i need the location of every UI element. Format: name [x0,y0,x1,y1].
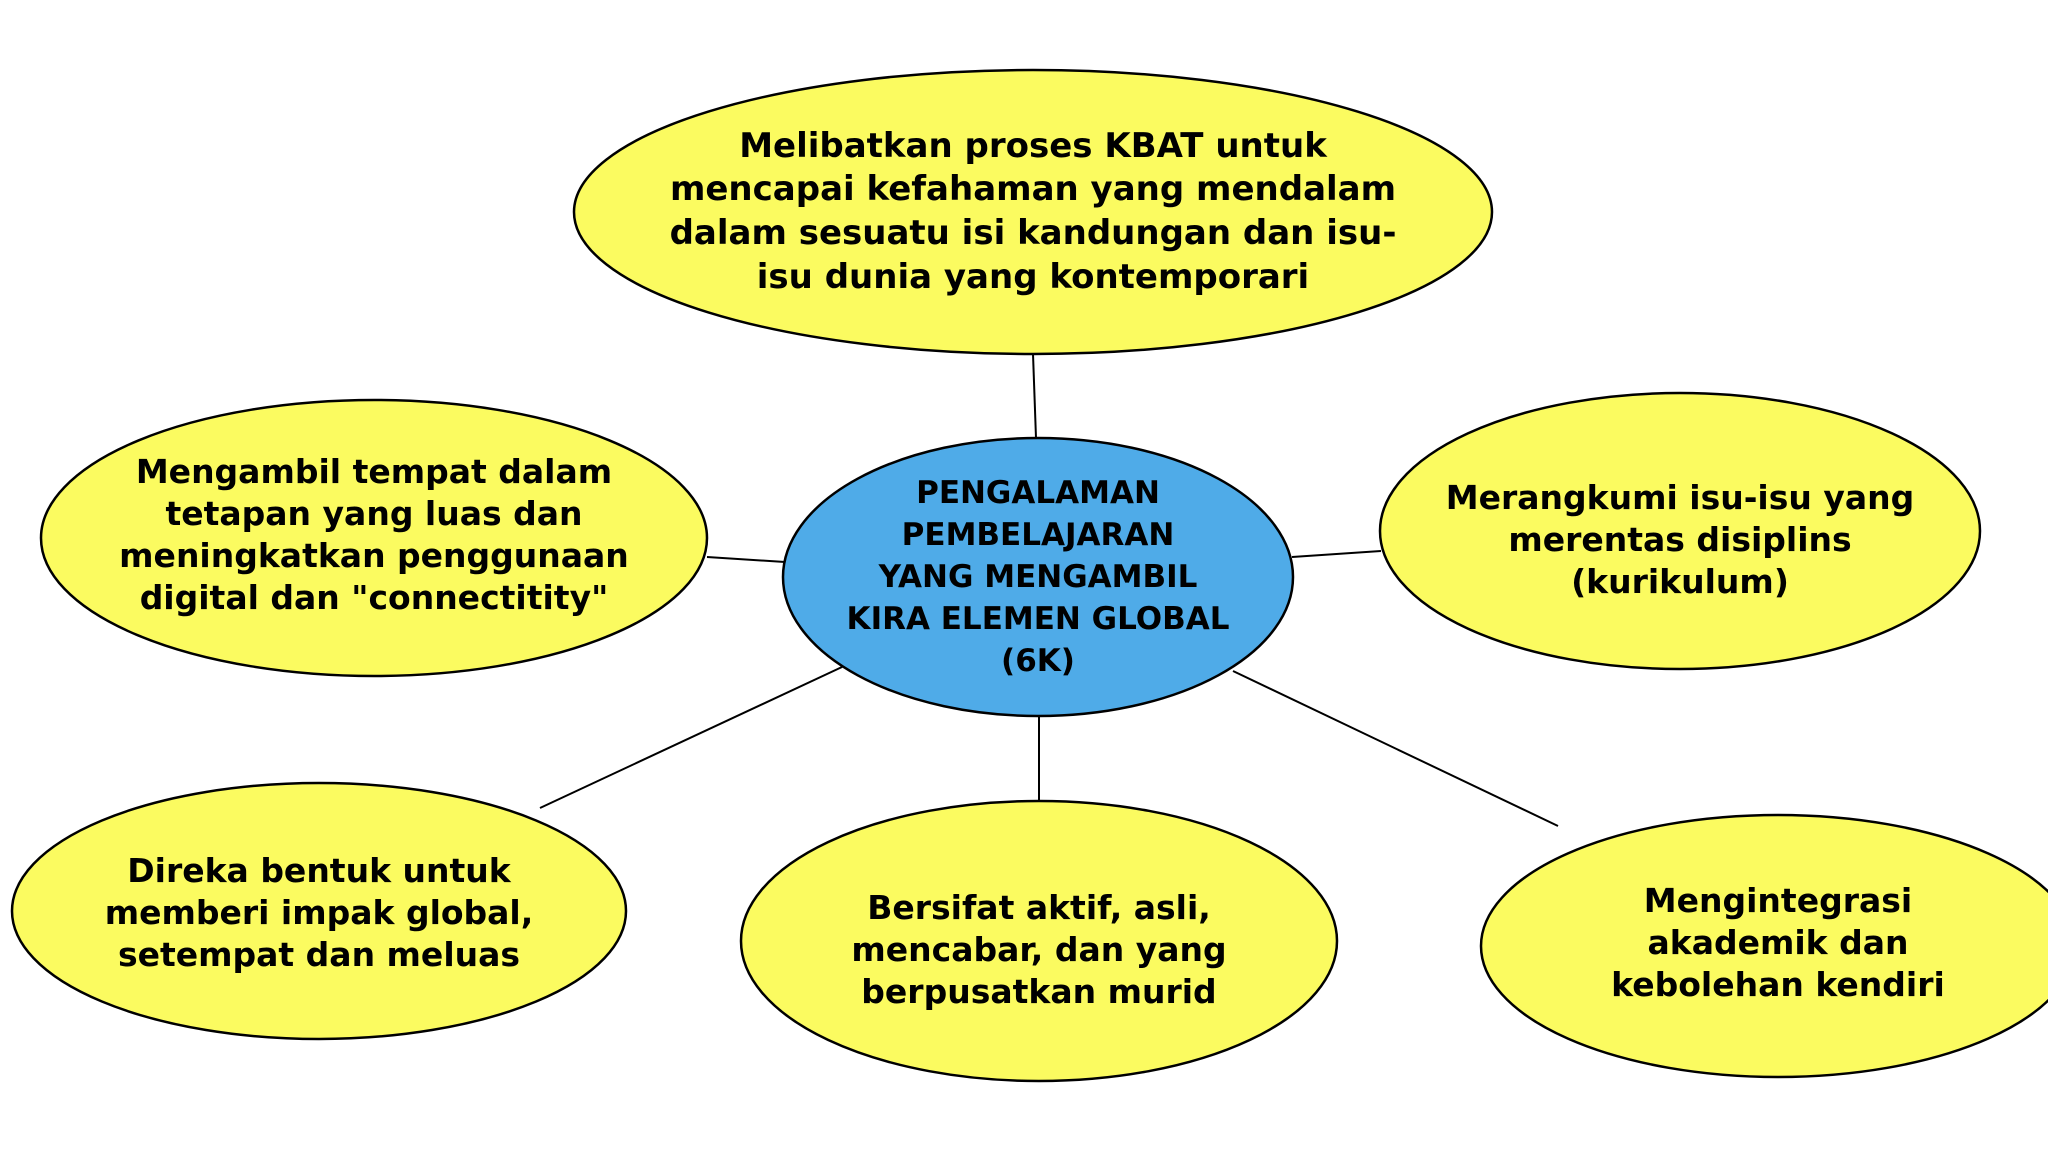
right-node-text: Merangkumi isu-isu yang merentas disiplins (kurikulum) [1445,477,1915,602]
top-node-text: Melibatkan proses KBAT untuk mencapai kefahaman yang mendalam dalam sesuatu isi kandungan dan isu- isu dunia yang kontemporari [669,125,1397,297]
connector-bottom-left [540,667,842,808]
connector-left [707,557,785,562]
connector-bottom-right [1233,671,1558,826]
connector-top [1033,354,1036,438]
center-node-text: PENGALAMAN PEMBELAJARAN YANG MENGAMBIL KIRA ELEMEN GLOBAL (6K) [846,474,1230,680]
bottom-left-node-text: Direka bentuk untuk memberi impak global, setempat dan meluas [104,850,534,975]
left-node-text: Mengambil tempat dalam tetapan yang luas dan meningkatkan penggunaan digital dan "connectitity" [119,451,629,618]
bottom-center-node-text: Bersifat aktif, asli, mencabar, dan yang berpusatkan murid [851,887,1227,1012]
connector-right [1292,551,1381,557]
bottom-right-node-text: Mengintegrasi akademik dan kebolehan kendiri [1611,880,1945,1005]
